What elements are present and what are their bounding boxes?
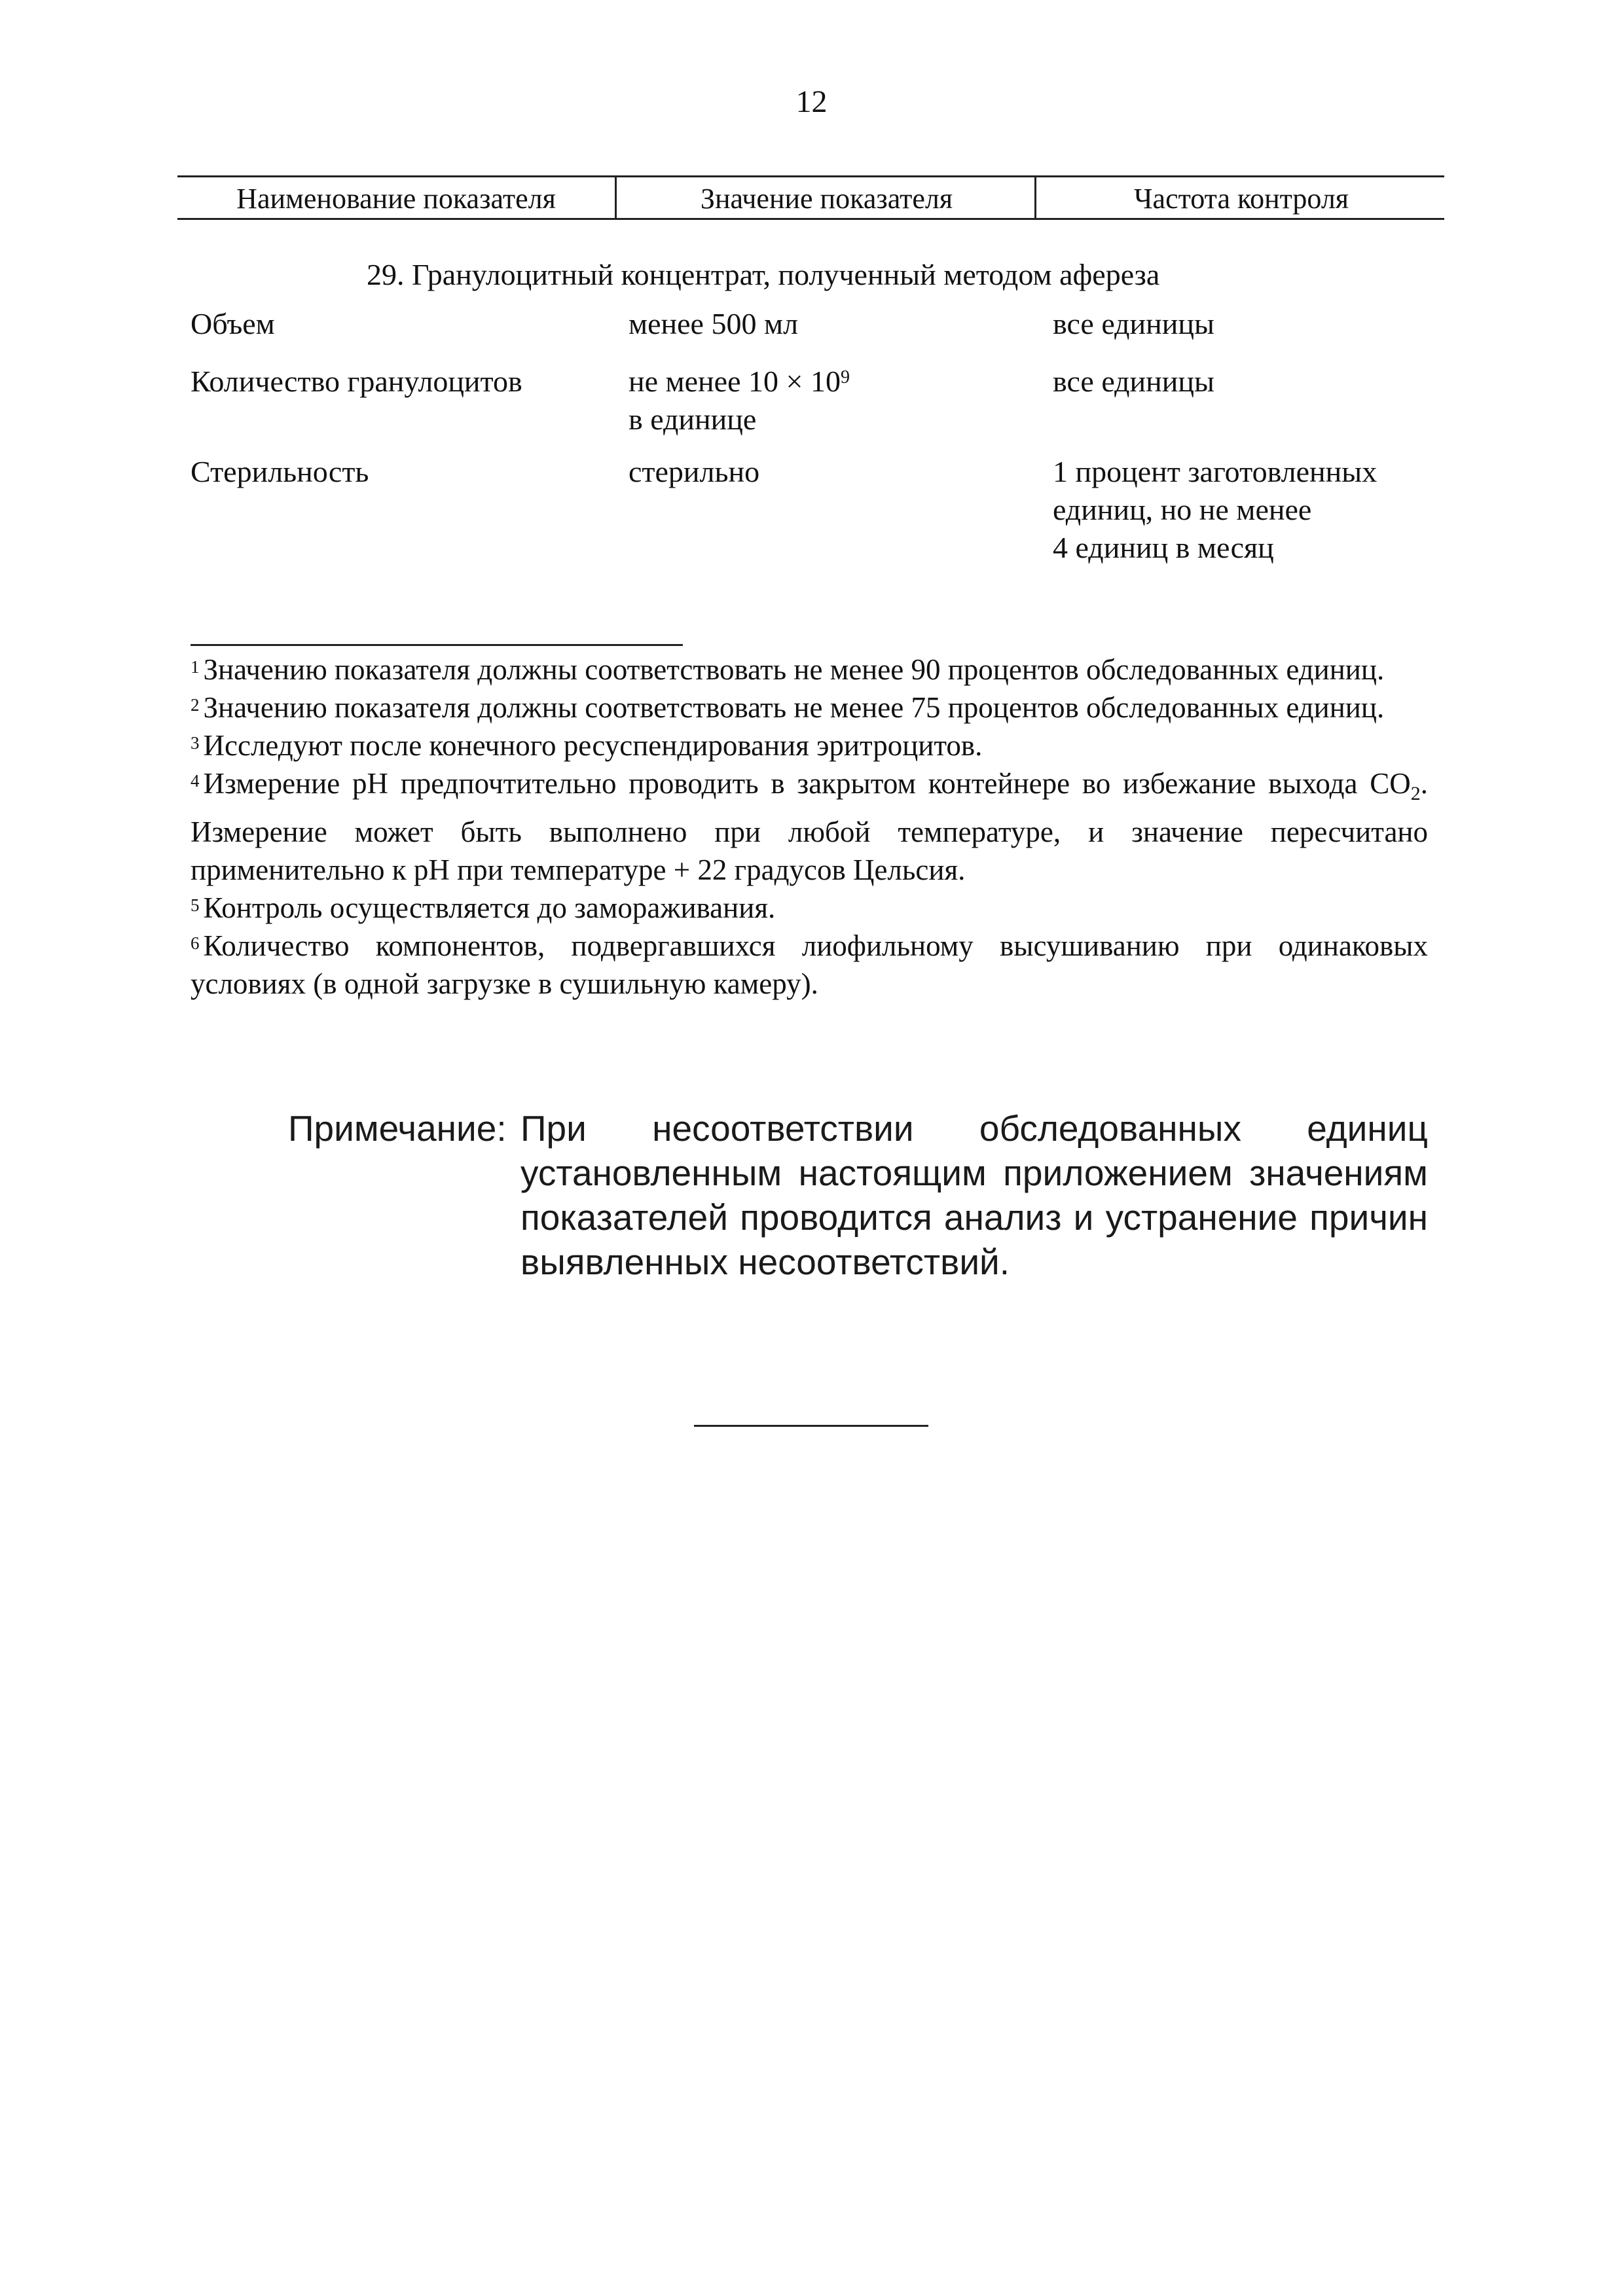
note-line: При несоответствии обследованных единиц [520,1108,1428,1149]
note-line: выявленных несоответствий. [520,1242,1010,1282]
page-number: 12 [795,84,828,119]
indicator-value [629,363,850,401]
footnote-text: Значению показателя должны соответствовать не менее 90 процентов обследованных единиц. [203,653,1385,686]
indicator-frequency-line: 1 процент заготовленных [1053,455,1377,488]
footnote-text: Значению показателя должны соответствовать не менее 75 процентов обследованных единиц. [203,691,1385,724]
indicator-value-line2: в единице [629,403,757,436]
footnote-text: . Измерение может быть выполнено при любой температуре, и значение пересчитано применительно к pH при температуре + 22 градусов Цельсия. [191,767,1428,886]
indicator-name: Объем [191,307,275,340]
footnote-text: Измерение pH предпочтительно проводить в закрытом контейнере во избежание выхода CO [203,767,1411,800]
indicator-name: Стерильность [191,455,369,488]
indicator-name: Количество гранулоцитов [191,365,522,398]
footnote [191,889,1428,927]
note-text [520,1106,1428,1284]
footnotes [191,651,1428,1003]
header-indicator-name: Наименование показателя [236,183,556,215]
note-line: показателей проводится анализ и устранение причин [520,1197,1428,1238]
footnote-mark: 4 [191,771,200,791]
footnote-text: Количество компонентов, подвергавшихся лиофильному высушиванию при одинаковых условиях (в одной загрузке в сушильную камеру). [191,929,1428,1000]
footnote-mark: 2 [191,695,200,715]
indicator-frequency: все единицы [1053,365,1214,398]
indicator-frequency: все единицы [1053,307,1214,340]
table-header [177,175,1444,220]
footnote [191,927,1428,1003]
value-base: не менее 10 × 10 [629,365,841,398]
footnote-mark: 6 [191,933,200,953]
section-title: 29. Гранулоцитный концентрат, полученный методом афереза [367,258,1160,291]
footnote [191,651,1428,689]
footnote-text: Исследуют после конечного ресуспендирования эритроцитов. [203,729,983,762]
indicator-frequency-line: 4 единиц в месяц [1053,531,1274,564]
footnote [191,764,1428,889]
indicator-frequency-line: единиц, но не менее [1053,493,1312,526]
footnote-divider [191,644,683,646]
end-divider [694,1425,928,1427]
footnote-mark: 5 [191,895,200,915]
footnote-mark: 1 [191,657,200,677]
header-control-frequency: Частота контроля [1034,177,1446,218]
note-label: Примечание: [288,1108,507,1149]
footnote [191,726,1428,764]
footnote-text: Контроль осуществляется до замораживания. [203,891,776,924]
footnote-mark: 3 [191,733,200,753]
value-exponent: 9 [840,367,850,387]
indicator-value: стерильно [629,455,760,488]
footnote-subscript: 2 [1410,783,1421,804]
header-indicator-value: Значение показателя [615,177,1036,218]
note-line: установленным настоящим приложением значениям [520,1153,1428,1193]
footnote [191,689,1428,726]
indicator-value: менее 500 мл [629,307,799,340]
